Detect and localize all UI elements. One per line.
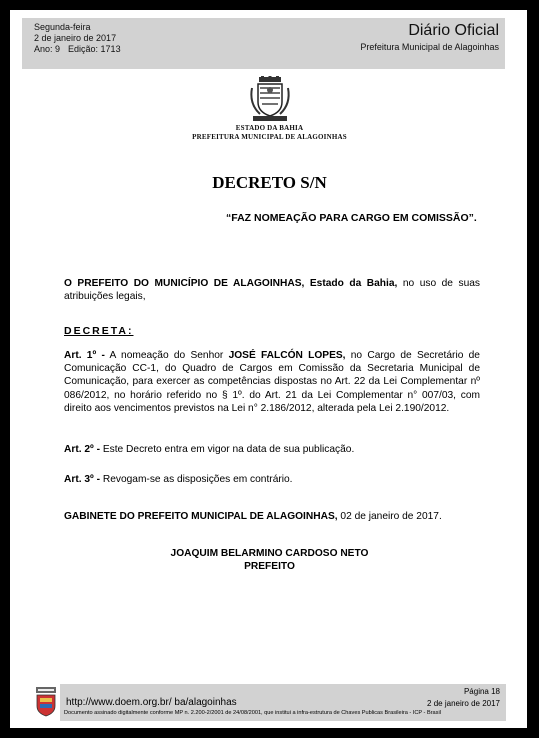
footer-url-link[interactable]: http://www.doem.org.br/ ba/alagoinhas	[66, 697, 237, 708]
article-1-label: Art. 1º -	[64, 350, 105, 361]
closing-bold: GABINETE DO PREFEITO MUNICIPAL DE ALAGOINHAS,	[64, 511, 338, 522]
article-3-text: Revogam-se as disposições em contrário.	[100, 474, 293, 485]
article-1-text-a: A nomeação do Senhor	[104, 350, 229, 361]
header-edition: Edição: 1713	[68, 44, 121, 54]
article-2	[64, 443, 480, 456]
state-name: ESTADO DA BAHIA	[235, 124, 304, 132]
article-3-label: Art. 3º -	[64, 474, 100, 485]
article-2-text: Este Decreto entra em vigor na data de sua publicação.	[100, 444, 355, 455]
footer-page-number: Página 18	[463, 687, 500, 696]
gazette-title: Diário Oficial	[408, 22, 499, 39]
article-1	[64, 349, 480, 415]
closing-rest: 02 de janeiro de 2017.	[337, 511, 442, 522]
article-1-text-b: no Cargo de Secretário de Comunicação CC-1, do Quadro de Cargos em Comissão da Secretaria Municipal de Comunicação, para exercer as competências dispostas no Art. 22 da Lei Complementar nº 086/2012, no horário referido no § 1º. do Art. 21 da Lei Complementar n° 007/03, com direito aos vencimentos previstos na Lei n° 2.186/2012, alterada pela Lei 2.190/2012.	[64, 350, 480, 414]
doem-logo-icon	[34, 686, 58, 718]
header-weekday: Segunda-feira	[34, 22, 91, 32]
decree-title: DECRETO S/N	[212, 173, 327, 192]
signer-name: JOAQUIM BELARMINO CARDOSO NETO	[170, 548, 369, 559]
gazette-subtitle: Prefeitura Municipal de Alagoinhas	[360, 42, 499, 52]
header-year-edition	[34, 44, 121, 54]
decree-ementa: “FAZ NOMEAÇÃO PARA CARGO EM COMISSÃO”.	[226, 212, 477, 224]
signer-role: PREFEITO	[244, 561, 295, 572]
preamble-rest: no uso de suas atribuições legais,	[64, 278, 480, 303]
header-year: Ano: 9	[34, 44, 61, 54]
footer-date: 2 de janeiro de 2017	[427, 699, 500, 708]
municipal-coat-of-arms-icon	[247, 76, 293, 122]
header-date: 2 de janeiro de 2017	[34, 33, 117, 43]
closing-line	[64, 510, 480, 523]
prefecture-name: PREFEITURA MUNICIPAL DE ALAGOINHAS	[192, 133, 347, 141]
article-2-label: Art. 2º -	[64, 444, 100, 455]
gazette-footer	[60, 684, 506, 721]
gazette-header	[22, 18, 505, 69]
digital-signature-notice: Documento assinado digitalmente conforme MP n. 2.200-2/2001 de 24/08/2001, que institui a infra-estrutura de Chaves Publicas Brasileira - ICP - Brasil	[64, 710, 441, 716]
decree-preamble	[64, 277, 480, 303]
preamble-bold: O PREFEITO DO MUNICÍPIO DE ALAGOINHAS, Estado da Bahia,	[64, 278, 398, 289]
article-3	[64, 473, 480, 486]
decreta-heading: DECRETA:	[64, 325, 134, 337]
appointee-name: JOSÉ FALCÓN LOPES,	[228, 350, 346, 361]
